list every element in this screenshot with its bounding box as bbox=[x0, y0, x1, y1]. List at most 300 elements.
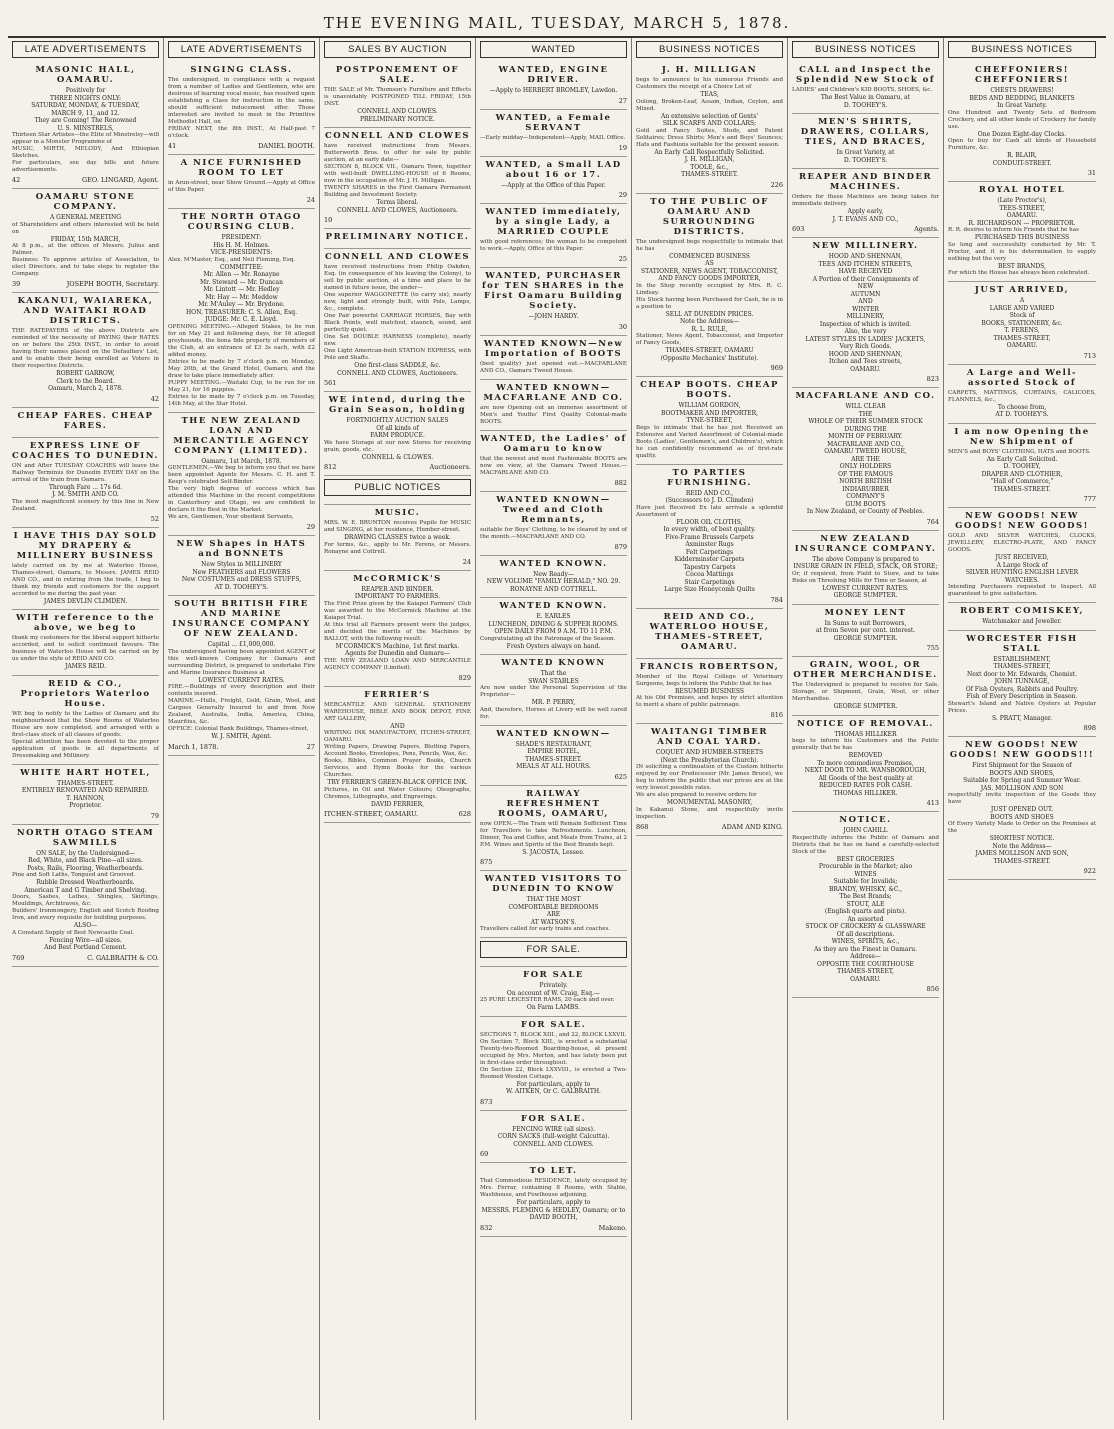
ad-line: TOOLE, &c., bbox=[690, 163, 729, 171]
advertisement bbox=[948, 631, 1096, 738]
ad-footer-text: 823 bbox=[926, 375, 939, 383]
ad-line: FRIDAY, 15th MARCH, bbox=[50, 235, 121, 243]
ad-line: Gold and Fancy Suites, Studs, and Patent Solitaires; Dress Shirts; Men's and Boys' Sounces; Hats and Fashions suitable for the present season. bbox=[636, 127, 783, 148]
ad-line: LUNCHEON, DINING & SUPPER ROOMS. bbox=[488, 620, 619, 628]
ad-line: Stair Carpetings bbox=[684, 578, 735, 586]
ad-footer bbox=[792, 225, 939, 233]
ad-line: CONDUIT-STREET. bbox=[992, 159, 1052, 167]
ad-line: Open to buy for Cash all kinds of Household Furniture, &c. bbox=[948, 138, 1096, 151]
ad-footer bbox=[480, 144, 627, 152]
ad-line: SECTIONS 7, BLOCK XIII., and 22, BLOCK LXXVII. bbox=[480, 1031, 627, 1038]
ad-line: at from Seven per cent. interest. bbox=[815, 627, 916, 634]
ad-line: Mr. M'Auley — Mr. Brydone. bbox=[198, 301, 285, 308]
ad-line: New Ready— bbox=[533, 570, 574, 578]
ad-line: STATIONER, NEWS AGENT, TOBACCONIST, bbox=[640, 267, 779, 275]
ad-line: OAMARU. bbox=[850, 365, 881, 373]
ad-line: Red, White, and Black Pine—all sizes. bbox=[28, 857, 143, 864]
ad-line: that the newest and most Fashionable BOOTS are now on view, at the Oamaru Tweed House.—MACFARLANE AND CO. bbox=[480, 455, 627, 476]
ad-line: Mr. Lintott — Mr. Hedley bbox=[203, 286, 280, 293]
ad-heading: I am now Opening the New Shipment of bbox=[954, 426, 1090, 447]
ad-footer-text: 27 bbox=[306, 742, 315, 751]
ad-line: TEES-STREET, bbox=[999, 204, 1045, 212]
ad-line: SILK SCARFS AND COLLARS; bbox=[662, 120, 757, 127]
ad-line: As they are the Finest in Oamaru. bbox=[813, 945, 918, 953]
ad-footer-text: 816 bbox=[770, 711, 783, 719]
ad-footer-text: 42 bbox=[12, 176, 21, 184]
ad-line: Travellers called for early trains and coaches. bbox=[480, 926, 611, 932]
ad-heading: WANTED KNOWN—Tweed and Cloth Remnants, bbox=[496, 494, 611, 525]
ad-line: Oolong, Broken-Leaf, Assam, Indian, Ceylon, and Mixed. bbox=[636, 98, 783, 112]
ad-line: The Best Brands; bbox=[839, 893, 892, 900]
ad-footer bbox=[480, 191, 627, 199]
ad-heading: OAMARU STONE COMPANY. bbox=[35, 192, 136, 212]
ad-line: REDUCED RATES FOR CASH. bbox=[818, 782, 913, 789]
ad-line: —Apply to HERBERT BROMLEY, Lawdon. bbox=[489, 87, 618, 94]
ad-footer-text: 856 bbox=[926, 985, 939, 993]
ad-line: suitable for Boys' Clothing, to be cleared by end of the month.—MACFARLANE AND CO. bbox=[480, 526, 627, 540]
ad-line: Through Fare ... 17s 6d. bbox=[48, 483, 123, 491]
ad-footer bbox=[636, 823, 783, 831]
advertisement bbox=[12, 438, 159, 528]
ad-heading: WANTED, a Female SERVANT bbox=[495, 112, 612, 133]
ad-line: lately carried on by me at Waterloo House, Thames-street, Oamaru, to Messrs. JAMES REID AND CO., and in retiring from the trade, I beg to thank my friends and customers for the support accorded to me during the past year. bbox=[12, 562, 159, 597]
ad-line: First Shipment for the Season of bbox=[972, 762, 1072, 769]
ad-line: (Next the Presbyterian Church). bbox=[660, 756, 759, 764]
ad-heading: WANTED, the Ladies' of Oamaru to know bbox=[480, 433, 627, 454]
ad-footer bbox=[324, 558, 471, 566]
ad-line: JOHN TUNNAGE, bbox=[994, 678, 1050, 685]
ad-line: Stock of bbox=[1009, 312, 1035, 319]
ad-line: OAMARU. bbox=[850, 975, 881, 983]
ad-line: Procurable in the Market; also bbox=[818, 863, 913, 870]
ad-line: MEN'S and BOYS' CLOTHING, HATS and BOOTS. bbox=[948, 448, 1091, 455]
ad-line: Positively for bbox=[65, 87, 106, 94]
ad-heading: FOR SALE bbox=[523, 970, 584, 980]
advertisement bbox=[480, 110, 627, 157]
ad-line: Oamaru, 1st March, 1878. bbox=[201, 457, 282, 465]
ad-line: in Arun-street, near Show Ground.—Apply at Office of this Paper. bbox=[168, 180, 315, 193]
ad-line: AT WATSON'S. bbox=[530, 918, 577, 926]
ad-line: THAMES-STREET. bbox=[993, 485, 1051, 493]
ad-line: The Best Value in Oamaru, at bbox=[820, 94, 911, 101]
ad-line: GENTLEMEN,—We beg to inform you that we have been appointed Agents for Messrs. C. H. and T. Keep's celebrated Self-Binder. bbox=[168, 465, 315, 485]
advertisement bbox=[480, 62, 627, 110]
ad-heading: FOR SALE. bbox=[480, 941, 627, 958]
ad-footer-text: 875 bbox=[480, 858, 493, 866]
advertisement bbox=[324, 62, 471, 128]
ad-line: RESUMED BUSINESS bbox=[675, 687, 744, 695]
ad-heading: I HAVE THIS DAY SOLD MY DRAPERY & MILLINERY BUSINESS bbox=[13, 530, 158, 561]
advertisement bbox=[168, 413, 315, 537]
ad-line: R. R. desires to inform his Friends that he has bbox=[948, 227, 1079, 233]
ad-footer bbox=[480, 479, 627, 487]
ad-line: BRANDY, WHISKY, &C., bbox=[828, 885, 903, 893]
ad-line: In Kakanui Stone, and respectfully invite inspection. bbox=[636, 806, 783, 820]
ad-line: REMOVED bbox=[848, 752, 883, 759]
ad-line: T. FERENS, bbox=[1004, 327, 1040, 334]
ad-heading: CONNELL AND CLOWES bbox=[324, 252, 471, 262]
ad-line: And Best Portland Cement. bbox=[44, 944, 127, 951]
ad-footer bbox=[948, 724, 1096, 732]
ad-line: Of Every Variety Made to Order on the Premises at the bbox=[948, 821, 1096, 834]
ad-line: BEST BRANDS, bbox=[998, 262, 1046, 270]
ad-line: —JOHN HARDY. bbox=[528, 313, 579, 320]
ad-line: ROBERT GARROW, bbox=[56, 370, 115, 377]
ad-line: ON SALE, by the Undersigned— bbox=[36, 849, 135, 857]
ad-heading: WANTED, a Small LAD about 16 or 17. bbox=[485, 159, 622, 180]
ad-heading: EXPRESS LINE OF COACHES TO DUNEDIN. bbox=[12, 440, 159, 461]
advertisement bbox=[636, 465, 783, 609]
ad-line: Of all descriptions. bbox=[836, 930, 895, 938]
ad-line: So long and successfully conducted by Mr. T. Proctor, and it is his determination to supply nothing but the very bbox=[948, 241, 1096, 262]
ad-line: U. S. MINSTRELS, bbox=[57, 124, 114, 132]
ad-line: Kidderminster Carpets bbox=[674, 556, 745, 563]
ad-line: (Late Proctor's), bbox=[997, 197, 1047, 204]
ad-line: BOOTS AND SHOES, bbox=[989, 769, 1055, 777]
ad-line: They are Coming! The Renowned bbox=[34, 117, 137, 124]
ad-heading: WANTED KNOWN— bbox=[496, 728, 611, 739]
ad-line: AT D. TOOHEY'S. bbox=[995, 411, 1049, 418]
ad-line: Itchen and Tees streets, bbox=[829, 358, 902, 365]
advertisement bbox=[12, 293, 159, 408]
ad-line: THE RATEPAYERS of the above Districts are reminded of the necessity of PAYING their RATES on or before the 25th INST., in order to avoid having their names placed on the Defaulters' List, and to enable their being enrolled as Voters in their respective Districts. bbox=[12, 328, 159, 369]
ad-footer bbox=[480, 323, 627, 331]
ad-footer bbox=[792, 518, 939, 526]
advertisement bbox=[480, 1163, 627, 1237]
ad-line: FENCING WIRE (all sizes). bbox=[512, 1125, 595, 1133]
ad-footer-text: ADAM AND KING. bbox=[721, 822, 783, 831]
ad-line: Business: To approve articles of Association, to elect Directors, and to take steps to register the Company. bbox=[12, 257, 159, 277]
ad-line: One superior WAGGONETTE (to carry six), nearly new, light and strongly built, with Pole, Lamps, &c., complete. bbox=[324, 292, 471, 312]
ad-line: AND FANCY GOODS IMPORTER, bbox=[658, 275, 761, 282]
ad-line: SHADE'S RESTAURANT, bbox=[515, 740, 592, 748]
ad-line: JAMES DEVLIN CLIMDEN. bbox=[43, 597, 128, 605]
ad-line: CARPETS, MATTINGS, CURTAINS, CALICOES, FLANNELS, &c., bbox=[948, 389, 1096, 403]
ad-line: To choose from, bbox=[997, 403, 1047, 411]
column-6 bbox=[788, 38, 944, 1420]
ad-footer-text: 969 bbox=[770, 364, 783, 372]
ad-footer bbox=[324, 216, 471, 224]
ad-line: AUTUMN bbox=[850, 290, 881, 298]
advertisement bbox=[324, 571, 471, 687]
ad-line: New COSTUMES and DRESS STUFFS, bbox=[181, 576, 302, 583]
ad-footer-text: ITCHEN-STREET, OAMARU. bbox=[324, 810, 419, 818]
ad-line: Special attention has been devoted to the proper application of goods in all departments of Dressmaking and Millinery. bbox=[12, 738, 159, 759]
ad-line: A Constant Supply of Best Newcastle Coal. bbox=[12, 929, 135, 936]
ad-line: Doors, Sashes, Lathes, Shingles, Skirtings, Mouldings, Architraves, &c. bbox=[12, 894, 159, 907]
ad-line: Of Fish Oysters, Rabbits and Poultry. bbox=[965, 685, 1079, 693]
ad-heading: NORTH OTAGO STEAM SAWMILLS bbox=[16, 827, 155, 848]
advertisement bbox=[480, 598, 627, 655]
ad-line: R. RICHARDSON — PROPRIETOR. bbox=[968, 219, 1076, 227]
ad-line: JOHN CAHILL bbox=[843, 827, 888, 834]
ad-line: CONNELL AND CLOWES. bbox=[357, 108, 438, 115]
ad-heading: MEN'S SHIRTS, DRAWERS, COLLARS, TIES, AND BRACES, bbox=[800, 117, 931, 147]
columns-container bbox=[8, 38, 1106, 1420]
advertisement bbox=[324, 249, 471, 392]
ad-footer-text: Makeno. bbox=[598, 1223, 627, 1232]
ad-footer bbox=[168, 196, 315, 204]
ad-line: Next door to Mr. Edwards, Chemist. bbox=[967, 670, 1077, 678]
ad-heading: WANTED VISITORS TO DUNEDIN TO KNOW bbox=[484, 874, 623, 894]
column-7 bbox=[944, 38, 1100, 1420]
ad-footer bbox=[792, 644, 939, 652]
ad-line: COMMENCED BUSINESS bbox=[669, 252, 750, 260]
ad-heading: J. H. MILLIGAN bbox=[661, 65, 758, 75]
ad-line: Fish of Every Description in Season. bbox=[966, 693, 1078, 700]
advertisement bbox=[792, 657, 939, 716]
advertisement bbox=[480, 380, 627, 431]
ad-heading: KAKANUI, WAIAREKA, AND WAITAKI ROAD DISTRICTS. bbox=[17, 296, 154, 326]
ad-line: FIRE.—Buildings of every description and their contents insured. bbox=[168, 684, 315, 697]
ad-line: Mr. Hay — Mr. Meddow bbox=[205, 293, 278, 301]
ad-line: THAT THE MOST bbox=[526, 896, 581, 903]
ad-line: —Apply at the Office of this Paper. bbox=[501, 181, 606, 189]
ad-line: JAS. MOLLISON AND SON bbox=[980, 784, 1064, 792]
ad-line: Writing Papers, Drawing Papers, Blotting Papers, Account Books, Envelopes, Pens, Pencils, Wax, &c. bbox=[324, 744, 471, 757]
ad-footer-text: 27 bbox=[618, 96, 627, 105]
ad-heading: NOTICE OF REMOVAL. bbox=[797, 718, 934, 729]
column-header: SALES BY AUCTION bbox=[324, 41, 471, 58]
ad-line: MRS. W. E. BRUNTON receives Pupils for MUSIC and SINGING, at her residence, Humber-street. bbox=[324, 520, 471, 533]
ad-footer-text: 777 bbox=[1083, 495, 1096, 503]
advertisement bbox=[168, 209, 315, 413]
ad-footer-text: 625 bbox=[614, 772, 627, 781]
ad-heading: TO PARTIES FURNISHING. bbox=[667, 467, 752, 488]
ad-heading: REID & CO., Proprietors Waterloo House. bbox=[20, 678, 151, 709]
ad-footer-text: 873 bbox=[480, 1097, 493, 1106]
ad-footer-text: Auctioneers. bbox=[429, 463, 471, 471]
ad-line: BEST GROCERIES bbox=[836, 855, 895, 863]
advertisement bbox=[792, 238, 939, 388]
section-header bbox=[480, 938, 627, 967]
ad-footer-text: 31 bbox=[1087, 169, 1096, 177]
ad-line: WINES, SPIRITS, &c., bbox=[831, 938, 900, 945]
ad-line: Posts, Rails, Flooring, Weatherboards. bbox=[27, 864, 144, 872]
ad-line: (English quarts and pints). bbox=[824, 908, 907, 915]
ad-line: COMFORTABLE BEDROOMS bbox=[508, 903, 599, 911]
advertisement bbox=[168, 62, 315, 155]
ad-line: THOMAS HILLIKER bbox=[834, 730, 897, 738]
ad-footer-text: Agents. bbox=[914, 225, 939, 233]
advertisement bbox=[12, 408, 159, 438]
ad-line: thank my customers for the liberal support hitherto accorded, and to solicit continued favours. The business of Waterloo House will be carried on by us under the style of REID AND CO. bbox=[12, 635, 159, 662]
ad-line: VICE-PRESIDENTS: bbox=[210, 249, 273, 256]
ad-footer-text: 784 bbox=[770, 595, 783, 604]
ad-heading: FOR SALE. bbox=[520, 1113, 587, 1124]
advertisement bbox=[12, 676, 159, 765]
ad-line: W. J. SMITH, Agent. bbox=[211, 733, 272, 740]
ad-heading: PUBLIC NOTICES bbox=[324, 479, 471, 496]
ad-footer bbox=[480, 97, 627, 105]
ad-line: For terms, &c., apply to Mr. Ferens, or Messrs. Ronayne and Cottrell. bbox=[324, 541, 471, 555]
ad-footer bbox=[948, 169, 1096, 177]
ad-line: HAVE RECEIVED bbox=[838, 268, 893, 275]
ad-line: One Pair powerful CARRIAGE HORSES, Bay with Black Points, well matched, staunch, sound, and perfectly quiet. bbox=[324, 313, 471, 333]
ad-footer bbox=[792, 799, 939, 807]
ad-line: The undersigned begs respectfully to intimate that he has bbox=[636, 238, 783, 252]
ad-line: At his Old Premises, and hopes by strict attention to merit a share of public patronage. bbox=[636, 695, 783, 708]
ad-line: Agents for Dunedin and Oamaru— bbox=[345, 650, 450, 657]
advertisement bbox=[480, 655, 627, 726]
ad-line: On account of W. Craig, Esq.— bbox=[506, 989, 601, 997]
ad-line: The above Company is prepared to bbox=[812, 555, 919, 563]
ad-heading: A NICE FURNISHED ROOM TO LET bbox=[180, 158, 303, 178]
column-header: LATE ADVERTISEMENTS bbox=[12, 41, 159, 58]
ad-line: Respectfully informs the Public of Oamaru and Districts that he has on hand a carefully-selected Stock of the bbox=[792, 834, 939, 855]
advertisement bbox=[480, 726, 627, 786]
ad-line: Or, if required, from Field to Store, and to take Risks on Threshing Mills for Time or Season, at bbox=[792, 570, 939, 584]
ad-line: WINES bbox=[854, 870, 877, 878]
advertisement bbox=[792, 62, 939, 114]
ad-heading: NEW Shapes in HATS and BONNETS bbox=[176, 539, 307, 559]
ad-line: OPENING MEETING.—Alleged Stakes, to be run for on May 21 and following days, for 16 alleged greyhounds, the bona fide property of members of the Club, at an entrance of £3 3s each, with £2 added money. bbox=[168, 323, 315, 358]
ad-line: THAMES-STREET, bbox=[993, 663, 1051, 670]
ad-line: DURING THE bbox=[844, 425, 887, 433]
advertisement bbox=[12, 765, 159, 825]
ad-heading: TO THE PUBLIC OF OAMARU AND SURROUNDING DISTRICTS. bbox=[650, 196, 769, 237]
ad-heading: MASONIC HALL, OAMARU. bbox=[35, 65, 136, 85]
advertisement bbox=[480, 268, 627, 336]
column-1 bbox=[8, 38, 164, 1420]
ad-line: "Hall of Commerce," bbox=[990, 478, 1054, 485]
advertisement bbox=[12, 528, 159, 611]
ad-footer bbox=[324, 674, 471, 682]
ad-line: GEORGE SUMPTER. bbox=[833, 703, 898, 710]
ad-line: J. M. SMITH AND CO. bbox=[52, 491, 119, 498]
ad-line: 25 PURE LEICESTER RAMS, 20 each and over. bbox=[480, 997, 615, 1003]
ad-footer bbox=[792, 985, 939, 993]
ad-footer bbox=[480, 1150, 627, 1158]
ad-line: RONAYNE AND COTTRELL. bbox=[510, 585, 597, 593]
column-header: BUSINESS NOTICES bbox=[948, 41, 1096, 58]
ad-line: (Opposite Mechanics' Institute). bbox=[660, 354, 759, 362]
ad-line: Address— bbox=[850, 953, 881, 960]
ad-line: Pictures, in Oil and Water Colours; Oleographs, Chromos, Lithographs, and Engravings. bbox=[324, 786, 471, 800]
ad-footer bbox=[12, 954, 159, 962]
ad-line: HOOD AND SHENNAN, bbox=[828, 253, 903, 260]
advertisement bbox=[948, 182, 1096, 282]
advertisement bbox=[324, 505, 471, 571]
advertisement bbox=[480, 431, 627, 492]
ad-line: A Large Stock of bbox=[996, 561, 1048, 569]
ad-footer-text: March 1, 1878. bbox=[168, 742, 219, 751]
ad-footer-text: DANIEL BOOTH. bbox=[258, 142, 315, 150]
ad-line: An assorted bbox=[847, 915, 884, 923]
advertisement bbox=[480, 1017, 627, 1111]
ad-line: are now Opening out an immense assortment of Men's and Youths' First Quality Colonial-made BOOTS. bbox=[480, 404, 627, 425]
ad-line: HOOD AND SHENNAN, bbox=[828, 350, 903, 358]
ad-line: WILLIAM GORDON, bbox=[678, 402, 741, 409]
ad-line: Builders' Ironmongery, English and Scotch Roofing Iron, and every requisite for building purposes. bbox=[12, 908, 159, 921]
ad-line: GEORGE SUMPTER. bbox=[833, 634, 898, 642]
ad-line: S. JACOSTA, Lessee. bbox=[522, 848, 585, 856]
ad-line: For particulars, apply to bbox=[516, 1199, 591, 1206]
ad-heading: MACFARLANE AND CO. bbox=[795, 391, 936, 401]
ad-line: IN soliciting a continuation of the Custom hitherto enjoyed by our Predecessor (Mr. James Bruce), we beg to inform the public that our prices are at the very lowest possible rates. bbox=[636, 764, 783, 791]
ad-footer-text: 812 bbox=[324, 463, 337, 471]
ad-line: TEES AND ITCHEN STREETS, bbox=[818, 260, 913, 268]
ad-line: One first-class SADDLE, &c. bbox=[354, 362, 441, 369]
ad-footer bbox=[324, 463, 471, 471]
ad-line: Mr. Allen — Mr. Ronayne bbox=[203, 271, 280, 278]
ad-footer bbox=[168, 743, 315, 751]
ad-heading: FERRIER'S bbox=[364, 689, 431, 700]
ad-line: CORN SACKS (full-weight Calcutta). bbox=[497, 1133, 610, 1140]
ad-heading: FOR SALE. bbox=[520, 1019, 587, 1030]
advertisement bbox=[480, 556, 627, 599]
column-header: LATE ADVERTISEMENTS bbox=[168, 41, 315, 58]
ad-line: WRITING INK MANUFACTORY, ITCHEN-STREET, OAMARU. bbox=[324, 730, 471, 743]
ad-heading: WANTED, PURCHASER for TEN SHARES in the First Oamaru Building Society. bbox=[481, 271, 626, 311]
ad-line: ONLY HOLDERS bbox=[839, 463, 892, 470]
advertisement bbox=[948, 62, 1096, 182]
ad-line: CONNELL AND CLOWES. bbox=[513, 1140, 594, 1148]
ad-line: ENTIRELY RENOVATED AND REPAIRED. bbox=[21, 787, 150, 794]
advertisement bbox=[792, 605, 939, 658]
ad-line: D. TOOHEY, bbox=[1003, 463, 1041, 470]
ad-line: DAVID FERRIER, bbox=[370, 800, 425, 808]
advertisement bbox=[792, 169, 939, 238]
ad-footer-text: 628 bbox=[458, 810, 471, 818]
ad-footer-text: 764 bbox=[926, 517, 939, 526]
ad-footer-text: 769 bbox=[12, 953, 25, 962]
ad-line: ESTABLISHMENT, bbox=[993, 655, 1051, 663]
ad-line: INDIARUBBER bbox=[842, 485, 889, 493]
ad-line: We are, Gentlemen, Your obedient Servants, bbox=[168, 514, 294, 520]
ad-heading: WANTED immediately, by a single Lady, a MARRIED COUPLE bbox=[485, 207, 622, 237]
ad-line: AT D. TOOHEY'S. bbox=[214, 583, 269, 591]
advertisement bbox=[480, 871, 627, 938]
ad-line: One Dozen Eight-day Clocks. bbox=[977, 130, 1067, 138]
ad-heading: MONEY LENT bbox=[824, 607, 907, 618]
ad-line: GOLD AND SILVER WATCHES, CLOCKS, JEWELLERY, ELECTRO-PLATE, AND FANCY GOODS. bbox=[948, 533, 1096, 553]
ad-line: Entries to be made by 7 o'clock p.m. on Monday, May 20th, at the Grand Hotel, Oamaru, and the draw to take place immediately after. bbox=[168, 358, 315, 379]
ad-line: For particulars, apply to bbox=[516, 1080, 591, 1088]
ad-line: GUM BOOTS bbox=[845, 500, 886, 508]
ad-line: ARE THE bbox=[851, 455, 880, 463]
ad-footer-text: 10 bbox=[324, 216, 333, 224]
advertisement bbox=[12, 610, 159, 676]
ad-line: Stationer, News Agent, Tobacconist, and Importer of Fancy Goods, bbox=[636, 333, 783, 346]
ad-footer-text: 24 bbox=[462, 557, 471, 566]
ad-line: In Sums to suit Borrowers, bbox=[824, 619, 907, 627]
ad-line: WHOLE OF THEIR SUMMER STOCK bbox=[808, 418, 923, 425]
advertisement bbox=[480, 967, 627, 1017]
ad-line: Suitable for Spring and Summer Wear. bbox=[963, 777, 1081, 784]
ad-heading: WE intend, during the Grain Season, holding bbox=[328, 395, 467, 415]
ad-line: In Great Variety. bbox=[997, 102, 1047, 109]
ad-line: S. PRATT, Manager. bbox=[992, 714, 1052, 722]
advertisement bbox=[12, 825, 159, 967]
ad-line: BOOTMAKER AND IMPORTER, bbox=[660, 409, 759, 417]
ad-line: CONNELL AND CLOWES, Auctioneers. bbox=[337, 369, 458, 377]
ad-line: For particulars, see day bills and future advertisements. bbox=[12, 160, 159, 173]
ad-line: The most magnificent scenery by this line in New Zealand. bbox=[12, 498, 159, 512]
section-header bbox=[324, 476, 471, 505]
ad-line: SELL AT DUNEDIN PRICES. bbox=[665, 310, 754, 318]
ad-line: AS bbox=[705, 260, 714, 267]
ad-line: His H. M. Holmes. bbox=[213, 241, 270, 249]
ad-line: Intending Purchasers requested to Inspect. All guaranteed to give satisfaction. bbox=[948, 584, 1096, 597]
ad-heading: MUSIC. bbox=[374, 508, 421, 518]
ad-line: ALSO— bbox=[73, 922, 98, 929]
ad-line: LARGE AND VARIED bbox=[989, 304, 1055, 312]
ad-footer-text: C. GALBRAITH & CO. bbox=[87, 953, 159, 962]
ad-heading: JUST ARRIVED, bbox=[974, 285, 1070, 295]
ad-line: begs to announce to his numerous Friends and Customers the receipt of a Choice Lot of bbox=[636, 77, 783, 90]
ad-heading: WHITE HART HOTEL, bbox=[20, 767, 151, 778]
